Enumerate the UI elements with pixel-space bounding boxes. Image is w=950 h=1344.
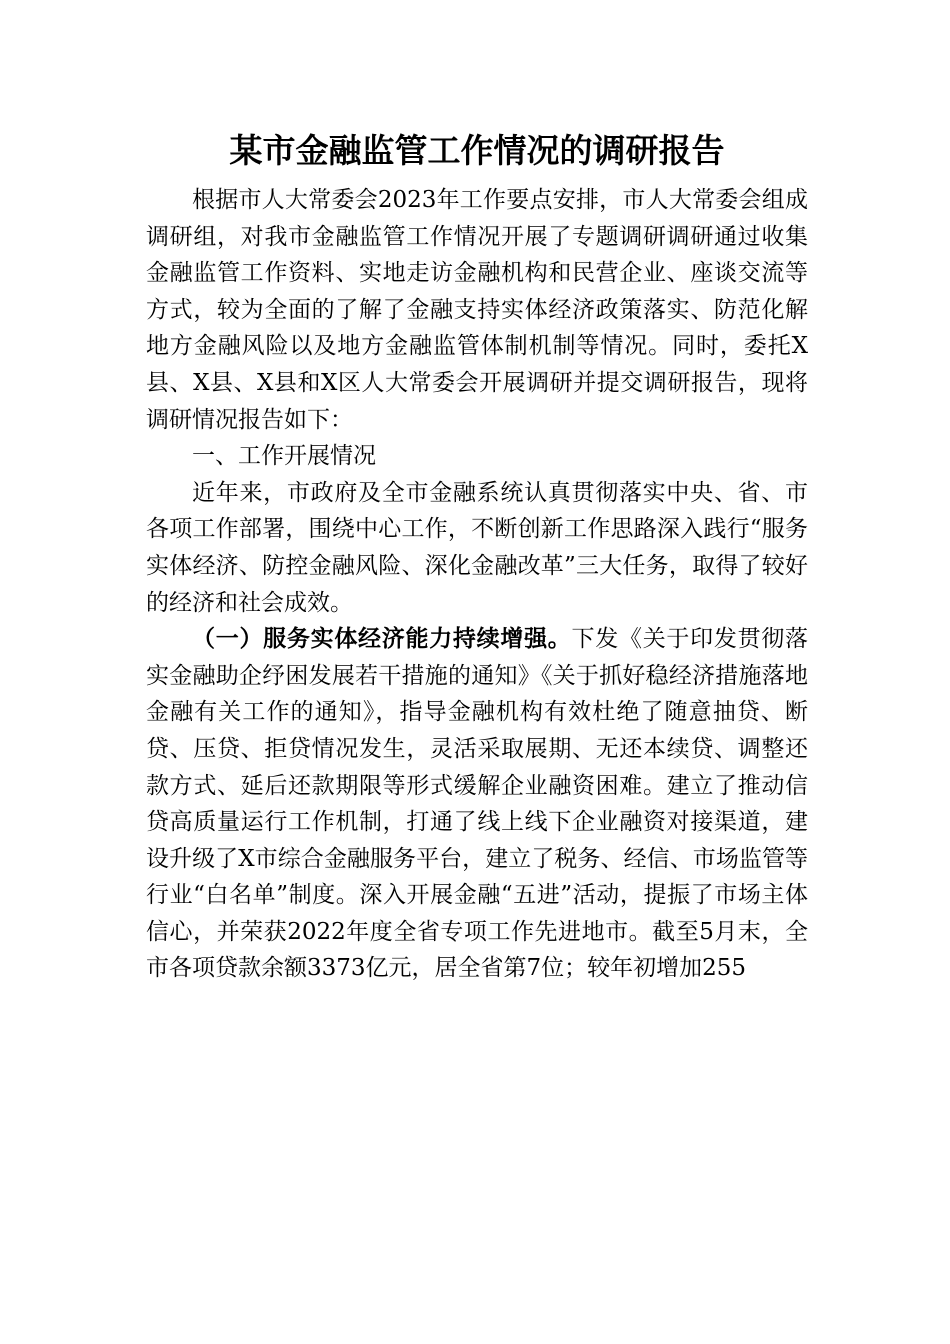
- document-title: 某市金融监管工作情况的调研报告: [229, 131, 725, 170]
- subsection-paragraph: [146, 621, 808, 987]
- subsection-body: 下发《关于印发贯彻落实金融助企纾困发展若干措施的通知》《关于抓好稳经济措施落地金融有关工作的通知》，指导金融机构有效杜绝了随意抽贷、断贷、压贷、拒贷情况发生，灵活采取展期、无还本续贷、调整还款方式、延后还款期限等形式缓解企业融资困难。建立了推动信贷高质量运行工作机制，打通了线上线下企业融资对接渠道，建设升级了X市综合金融服务平台，建立了税务、经信、市场监管等行业“白名单”制度。深入开展金融“五进”活动，提振了市场主体信心，并荣获2022年度全省专项工作先进地市。截至5月末，全市各项贷款余额3373亿元，居全省第7位；较年初增加255: [146, 626, 809, 982]
- document-body: [146, 126, 808, 987]
- intro-paragraph: 根据市人大常委会2023年工作要点安排，市人大常委会组成调研组，对我市金融监管工作情况开展了专题调研调研通过收集金融监管工作资料、实地走访金融机构和民营企业、座谈交流等方式，较为全面的了解了金融支持实体经济政策落实、防范化解地方金融风险以及地方金融监管体制机制等情况。同时，委托X县、X县、X县和X区人大常委会开展调研并提交调研报告，现将调研情况报告如下：: [146, 187, 808, 433]
- section-paragraph: 近年来，市政府及全市金融系统认真贯彻落实中央、省、市各项工作部署，围绕中心工作，不断创新工作思路深入践行“服务实体经济、防控金融风险、深化金融改革”三大任务，取得了较好的经济和社会成效。: [146, 479, 808, 616]
- section-heading: 一、工作开展情况: [192, 443, 376, 470]
- subsection-lead: （一）服务实体经济能力持续增强。: [192, 626, 572, 653]
